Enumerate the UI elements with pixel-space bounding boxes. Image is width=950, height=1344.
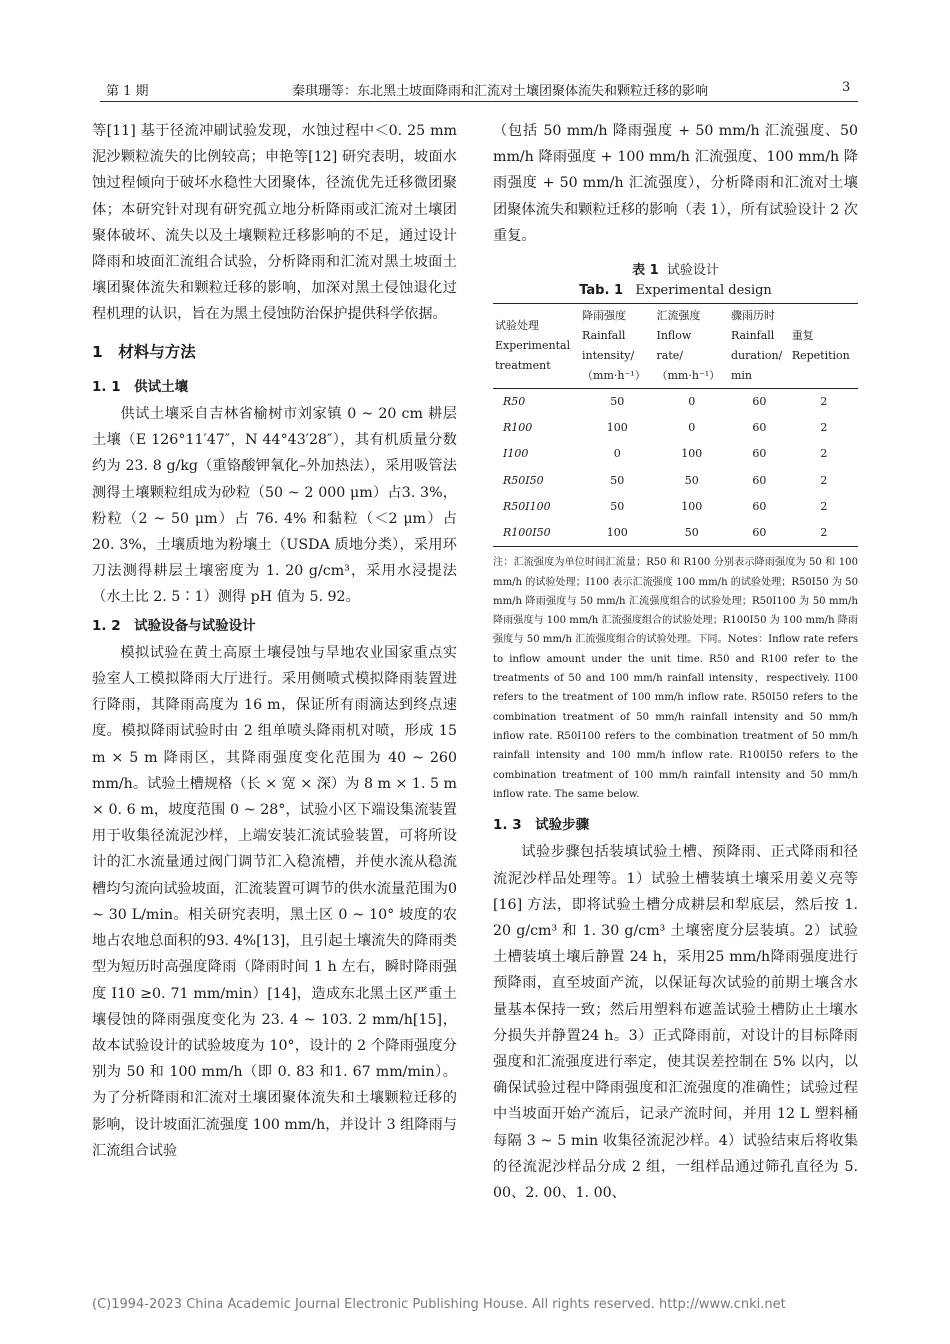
table-cell: 60 bbox=[752, 447, 767, 461]
table-cell: 2 bbox=[820, 447, 828, 461]
column-header-line: 骤雨历时 bbox=[730, 309, 775, 323]
column-header bbox=[729, 304, 790, 389]
column-header-line: treatment bbox=[495, 359, 551, 373]
issue-number: 第 1 期 bbox=[106, 84, 149, 99]
table-cell: 60 bbox=[752, 499, 767, 513]
column-header-line: Inflow bbox=[656, 329, 692, 343]
table-cell: 2 bbox=[820, 395, 828, 409]
table-note: 注：汇流强度为单位时间汇流量；R50 和 R100 分别表示降雨强度为 50 和 100 mm/h 的试验处理；I100 表示汇流强度 100 mm/h 的试验处理；R50I50 为 50 mm/h 降雨强度与 50 mm/h 汇流强度组合的试验处理；R50I100 为 50 mm/h 降雨强度与 100 mm/h 汇流强度组合的试验处理；R100I50 为 100 mm/h 降雨强度与 50 mm/h 汇流强度组合的试验处理。下同。Notes：Inflow rate refers to inflow amount under the unit time. R50 and R100 refer to the treatments of 50 and 100 mm/h rainfall intensity，respectively. I100 refers to the treatment of 100 mm/h inflow rate. R50I50 refers to the combination treatment of 50 mm/h rainfall intensity and 50 mm/h inflow rate. R50I100 refers to the combination treatment of 50 mm/h rainfall intensity and 100 mm/h inflow rate. R100I50 refers to the combination treatment of 100 mm/h rainfall intensity and 50 mm/h inflow rate. The same below. bbox=[493, 557, 858, 800]
section-1-3-title: 1. 3 试验步骤 bbox=[493, 817, 590, 834]
column-header-line: Rainfall bbox=[730, 329, 775, 343]
table-cell: 100 bbox=[606, 421, 628, 435]
intro-paragraph: 等[11] 基于径流冲刷试验发现，水蚀过程中＜0. 25 mm泥沙颗粒流失的比例较高；申艳等[12] 研究表明，坡面水蚀过程倾向于破坏水稳性大团聚体，径流优先迁移微团聚体；本研究针对现有研究孤立地分析降雨或汇流对土壤团聚体破坏、流失以及土壤颗粒迁移影响的不足，通过设计降雨和坡面汇流组合试验，分析降雨和汇流对黑土坡面土壤团聚体流失和颗粒迁移的影响，加深对黑土侵蚀退化过程机理的认识，旨在为黑土侵蚀防治保护提供科学依据。 bbox=[92, 123, 457, 323]
table-title-en: Experimental design bbox=[635, 283, 772, 299]
column-header-line: （mm·h⁻¹） bbox=[582, 369, 646, 383]
table-cell: 100 bbox=[681, 499, 703, 513]
treatment-label: I100 bbox=[503, 447, 529, 461]
design-paragraph: 模拟试验在黄土高原土壤侵蚀与旱地农业国家重点实验室人工模拟降雨大厅进行。采用侧喷式模拟降雨装置进行降雨，其降雨高度为 16 m，保证所有雨滴达到终点速度。模拟降雨试验时由 2 组单喷头降雨机对喷，形成 15 m × 5 m 降雨区，其降雨强度变化范围为 40 ~ 260 mm/h。试验土槽规格（长 × 宽 × 深）为 8 m × 1. 5 m × 0. 6 m，坡度范围 0 ~ 28°，试验小区下端设集流装置用于收集径流泥沙样，上端安装汇流试验装置，可将所设计的汇水流量通过阀门调节汇入稳流槽，并使水流从稳流槽均匀流向试验坡面，汇流装置可调节的供水流量范围为0 ~ 30 L/min。相关研究表明，黑土区 0 ~ 10° 坡度的农地占农地总面积的93. 4%[13]，且引起土壤流失的降雨类型为短历时高强度降雨（降雨时间 1 h 左右，瞬时降雨强度 I10 ≥0. 71 mm/min）[14]，造成东北黑土区严重土壤侵蚀的降雨强度变化为 23. 4 ~ 103. 2 mm/h[15]，故本试验设计的试验坡度为 10°，设计的 2 个降雨强度分别为 50 和 100 mm/h（即 0. 83 和1. 67 mm/min）。为了分析降雨和汇流对土壤团聚体流失和土壤颗粒迁移的影响，设计坡面汇流强度 100 mm/h，并设计 3 组降雨与汇流组合试验 bbox=[92, 644, 457, 1159]
left-column bbox=[92, 118, 457, 1164]
table-cell: 60 bbox=[729, 520, 790, 547]
experimental-design-table bbox=[493, 303, 858, 547]
column-header-line: min bbox=[730, 369, 753, 383]
steps-paragraph: 试验步骤包括装填试验土槽、预降雨、正式降雨和径流泥沙样品处理等。1）试验土槽装填土壤采用姜义亮等[16] 方法，即将试验土槽分成耕层和犁底层，然后按 1. 20 g/cm³ 和 1. 30 g/cm³ 土壤密度分层装填。2）试验土槽装填土壤后静置 24 h，采用25 mm/h降雨强度进行预降雨，直至坡面产流，以保证每次试验的前期土壤含水量基本保持一致；然后用塑料布遮盖试验土槽防止土壤水分损失并静置24 h。3）正式降雨前，对设计的目标降雨强度和汇流强度进行率定，使其误差控制在 5% 以内，以确保试验过程中降雨强度和汇流强度的准确性；试验过程中当坡面开始产流后，记录产流时间，并用 12 L 塑料桶每隔 3 ~ 5 min 收集径流泥沙样。4）试验结束后将收集的径流泥沙样品分成 2 组，一组样品通过筛孔直径为 5. 00、2. 00、1. 00、 bbox=[493, 844, 858, 1201]
table-cell: 2 bbox=[820, 421, 828, 435]
column-header bbox=[580, 304, 654, 389]
column-header bbox=[493, 304, 580, 389]
column-header bbox=[790, 304, 858, 389]
soil-paragraph: 供试土壤采自吉林省榆树市刘家镇 0 ~ 20 cm 耕层土壤（E 126°11′47″，N 44°43′28″），其有机质量分数约为 23. 8 g/kg（重铬酸钾氧化–外加热法），采用吸管法测得土壤颗粒组成为砂粒（50 ~ 2 000 μm）占3. 3%，粉粒（2 ~ 50 μm）占 76. 4% 和黏粒（＜2 μm）占 20. 3%，土壤质地为粉壤土（USDA 质地分类），采用环刀法测得耕层土壤密度为 1. 20 g/cm³，采用水浸提法（水土比 2. 5∶1）测得 pH 值为 5. 92。 bbox=[92, 406, 457, 606]
treatment-label: R50I100 bbox=[503, 499, 551, 513]
page-number: 3 bbox=[842, 80, 851, 95]
column-header-line: Rainfall bbox=[582, 329, 626, 343]
column-header-line: （mm·h⁻¹） bbox=[656, 369, 721, 383]
table-row bbox=[493, 468, 858, 494]
table-body bbox=[493, 389, 858, 547]
treatment-label: R50I50 bbox=[503, 473, 544, 487]
table-row bbox=[493, 520, 858, 547]
table-caption-en bbox=[493, 281, 858, 301]
table-cell: 60 bbox=[752, 395, 767, 409]
column-header-line: duration/ bbox=[730, 349, 783, 363]
table-row bbox=[493, 415, 858, 441]
design-paragraph-continued: （包括 50 mm/h 降雨强度 + 50 mm/h 汇流强度、50 mm/h 降雨强度 + 100 mm/h 汇流强度、100 mm/h 降雨强度 + 50 mm/h 汇流强度），分析降雨和汇流对土壤团聚体流失和颗粒迁移的影响（表 1），所有试验设计 2 次重复。 bbox=[493, 123, 858, 244]
table-label-cn: 表 1 bbox=[632, 263, 659, 279]
table-label-en: Tab. 1 bbox=[579, 283, 623, 299]
table-header bbox=[493, 304, 858, 389]
column-header-line: Repetition bbox=[791, 349, 850, 363]
table-cell: 0 bbox=[613, 447, 621, 461]
table-row bbox=[493, 389, 858, 416]
table-cell: 100 bbox=[580, 520, 654, 547]
right-column bbox=[493, 118, 858, 1206]
column-header-line: Experimental bbox=[495, 339, 571, 353]
section-1-1-title: 1. 1 供试土壤 bbox=[92, 378, 189, 395]
column-header-line: rate/ bbox=[656, 349, 683, 363]
table-cell: 2 bbox=[820, 473, 828, 487]
table-cell: 100 bbox=[681, 447, 703, 461]
column-header-line: 重复 bbox=[791, 329, 814, 343]
copyright-footer: (C)1994-2023 China Academic Journal Electronic Publishing House. All rights reserved. http://www.cnki.net bbox=[92, 1297, 786, 1312]
section-1-title: 1 材料与方法 bbox=[92, 342, 196, 361]
column-header-line: 试验处理 bbox=[495, 319, 539, 333]
table-cell: 0 bbox=[688, 395, 696, 409]
table-title-cn: 试验设计 bbox=[666, 263, 719, 279]
section-1-2-title: 1. 2 试验设备与试验设计 bbox=[92, 617, 256, 634]
table-cell: 2 bbox=[790, 520, 858, 547]
table-row bbox=[493, 441, 858, 467]
table-cell: 50 bbox=[655, 520, 729, 547]
table-cell: 2 bbox=[820, 499, 828, 513]
table-cell: 50 bbox=[610, 395, 625, 409]
treatment-label: R100I50 bbox=[493, 520, 580, 547]
table-cell: 50 bbox=[610, 499, 625, 513]
table-cell: 60 bbox=[752, 473, 767, 487]
table-cell: 60 bbox=[752, 421, 767, 435]
table-row bbox=[493, 494, 858, 520]
column-header-line: 降雨强度 bbox=[582, 309, 627, 323]
table-header-row bbox=[493, 304, 858, 389]
column-header bbox=[655, 304, 729, 389]
table-cell: 0 bbox=[688, 421, 696, 435]
running-title: 秦琪珊等：东北黑土坡面降雨和汇流对土壤团聚体流失和颗粒迁移的影响 bbox=[291, 84, 708, 99]
treatment-label: R100 bbox=[503, 421, 533, 435]
table-cell: 50 bbox=[610, 473, 625, 487]
table-caption-cn bbox=[493, 261, 858, 281]
treatment-label: R50 bbox=[503, 395, 526, 409]
column-header-line: intensity/ bbox=[582, 349, 635, 363]
header-rule bbox=[100, 101, 858, 102]
column-header-line: 汇流强度 bbox=[656, 309, 701, 323]
table-cell: 50 bbox=[684, 473, 699, 487]
